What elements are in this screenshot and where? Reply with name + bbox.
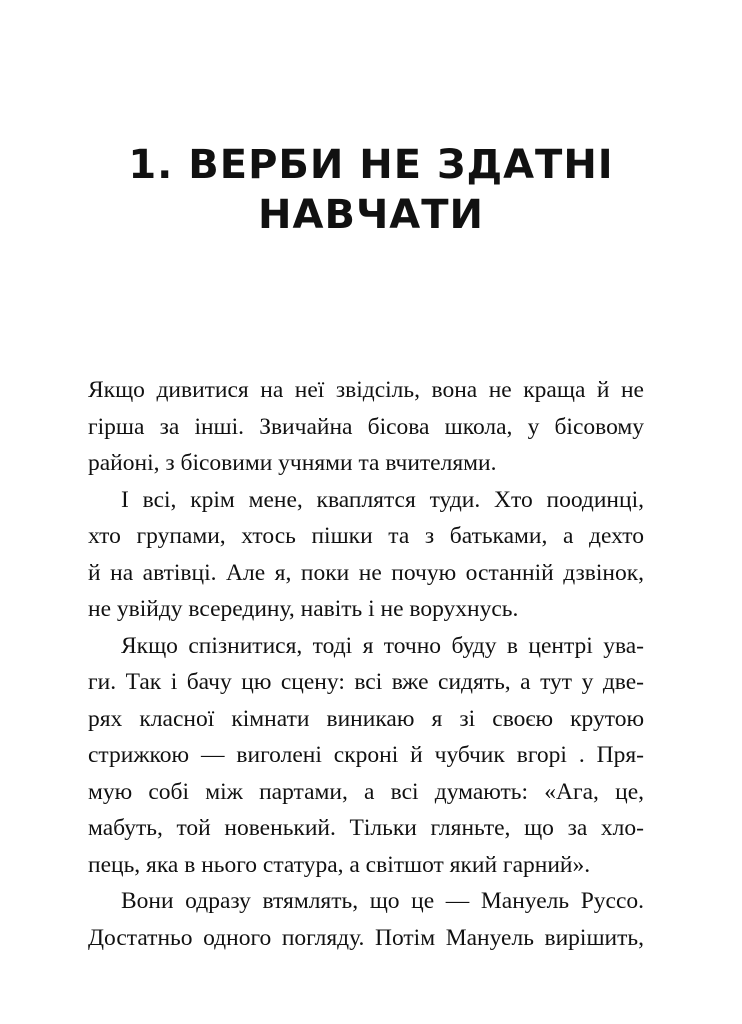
text-line: Якщо дивитися на неї звідсіль, вона не краща й не <box>88 377 644 403</box>
text-line: Достатньо одного погляду. Потім Мануель вирішить, <box>88 924 644 951</box>
text-line: гірша за інші. Звичайна бісова школа, у бісовому <box>88 413 644 440</box>
text-line: районі, з бісовими учнями та вчителями. <box>88 450 497 476</box>
paragraph-3 <box>88 628 644 884</box>
text-line: й на автівці. Але я, поки не почую останній дзвінок, <box>88 559 644 586</box>
paragraph-1 <box>88 372 644 482</box>
text-line: мабуть, той новенький. Тільки гляньте, що за хло- <box>88 815 644 841</box>
text-line: рях класної кімнати виникаю я зі своєю крутою <box>88 705 644 732</box>
paragraph-2 <box>88 482 644 628</box>
text-line: хто групами, хтось пішки та з батьками, а дехто <box>88 523 644 549</box>
text-line: пець, яка в нього статура, а світшот який гарний». <box>88 851 591 878</box>
chapter-title-line-1: 1. ВЕРБИ НЕ ЗДАТНІ <box>128 142 614 188</box>
text-line: Якщо спізнитися, тоді я точно буду в центрі ува- <box>121 632 644 659</box>
text-line: не увійду всередину, навіть і не ворухнусь. <box>88 596 519 622</box>
paragraph-4 <box>88 883 644 956</box>
text-line: ги. Так і бачу цю сцену: всі вже сидять, а тут у две- <box>88 669 644 695</box>
chapter-title <box>0 140 742 240</box>
chapter-title-line-2: НАВЧАТИ <box>258 192 484 238</box>
text-line: стрижкою — виголені скроні й чубчик вгорі . Пря- <box>88 742 644 768</box>
text-line: мую собі між партами, а всі думають: «Ага, це, <box>88 778 644 805</box>
text-line: І всі, крім мене, кваплятся туди. Хто поодинці, <box>121 486 644 513</box>
text-line: Вони одразу втямлять, що це — Мануель Руссо. <box>121 888 644 914</box>
chapter-body <box>88 372 644 956</box>
